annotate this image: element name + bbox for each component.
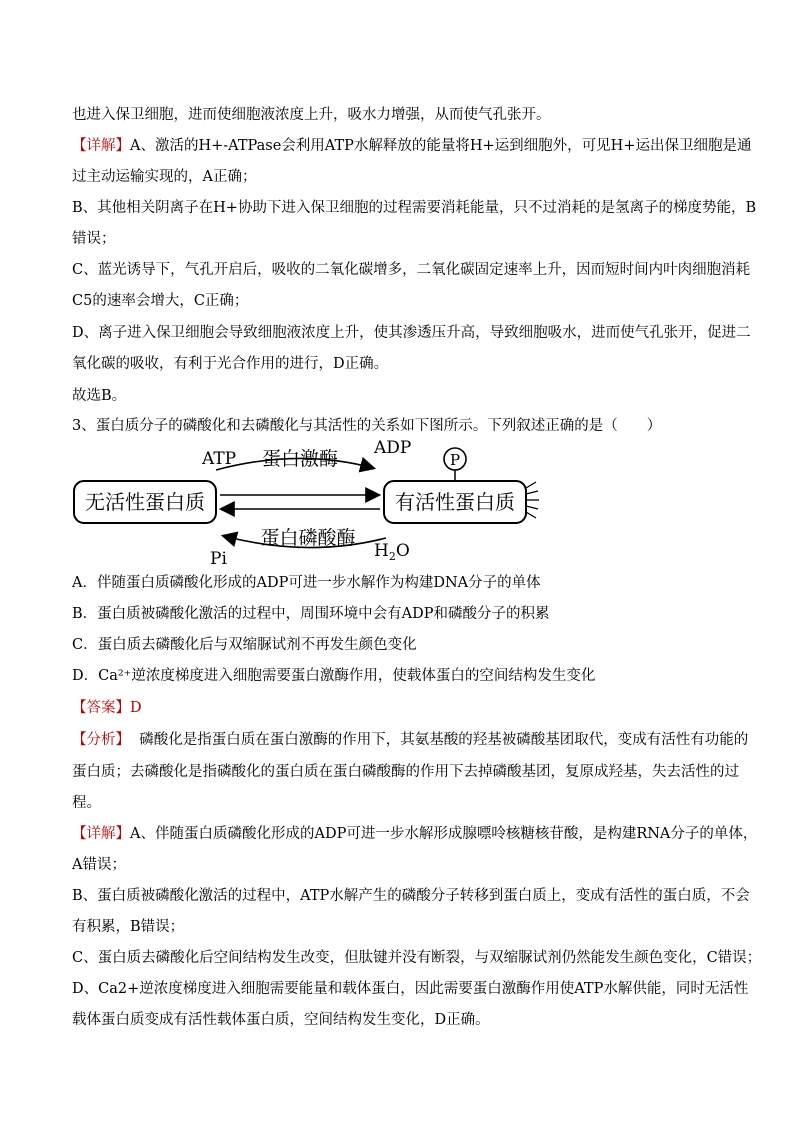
text-line: B、蛋白质被磷酸化激活的过程中，ATP水解产生的磷酸分子转移到蛋白质上，变成有活性的蛋白质，不会 [72,888,750,904]
text-line: C、蓝光诱导下，气孔开启后，吸收的二氧化碳增多，二氧化碳固定速率上升，因而短时间内叶肉细胞消耗 [72,262,751,278]
text-line: 错误； [72,231,116,247]
question-3: 3、蛋白质分子的磷酸化和去磷酸化与其活性的关系如下图所示。下列叙述正确的是（ ） [72,418,662,434]
text-line: 蛋白质；去磷酸化是指磷酸化的蛋白质在蛋白磷酸酶的作用下去掉磷酸基团，复原成羟基，失去活性的过 [72,764,739,780]
text-line: 氧化碳的吸收，有利于光合作用的进行，D正确。 [72,356,389,372]
pi-label: Pi [210,549,227,569]
answer-value: D [130,700,142,716]
text-line: 故选B。 [72,388,127,404]
answer-line [72,696,142,717]
option-a: A．伴随蛋白质磷酸化形成的ADP可进一步水解作为构建DNA分子的单体 [72,575,541,591]
option-c: C．蛋白质去磷酸化后与双缩脲试剂不再发生颜色变化 [72,637,417,653]
text-span: A、激活的H+-ATPase会利用ATP水解释放的能量将H+运到细胞外，可见H+运出保卫细胞是通 [130,138,752,154]
water-label [374,541,410,563]
text-span: A、伴随蛋白质磷酸化形成的ADP可进一步水解形成腺嘌呤核糖核苷酸，是构建RNA分子的单体， [130,826,758,842]
phosphorylation-diagram [68,440,548,570]
adp-label: ADP [374,440,412,458]
text-line: A错误； [72,857,126,873]
text-line [72,134,751,155]
active-protein-label: 有活性蛋白质 [395,490,515,514]
text-line: 程。 [72,795,101,811]
kinase-label: 蛋白激酶 [261,448,339,470]
text-line: C、蛋白质去磷酸化后空间结构发生改变，但肽键并没有断裂，与双缩脲试剂仍然能发生颜色变化，C错误； [72,950,762,966]
text-line: B、其他相关阴离子在H+协助下进入保卫细胞的过程需要消耗能量，只不过消耗的是氢离子的梯度势能，B [72,200,757,216]
detail-line [72,822,757,843]
text-span: 磷酸化是指蛋白质在蛋白激酶的作用下，其氨基酸的羟基被磷酸基团取代，变成有活性有功能的 [139,732,749,748]
text-line: 也进入保卫细胞，进而使细胞液浓度上升，吸水力增强，从而使气孔张开。 [72,107,551,123]
water-subscript: 2 [388,550,396,563]
detail-tag: 【详解】 [72,826,130,842]
answer-tag: 【答案】 [72,700,130,716]
analysis-line [72,728,748,749]
text-line: D、离子进入保卫细胞会导致细胞液浓度上升，使其渗透压升高，导致细胞吸水，进而使气孔张开，促进二 [72,325,751,341]
option-d: D．Ca²⁺逆浓度梯度进入细胞需要蛋白激酶作用，使载体蛋白的空间结构发生变化 [72,668,596,684]
inactive-protein-label: 无活性蛋白质 [85,490,205,514]
text-line: D、Ca2+逆浓度梯度进入细胞需要能量和载体蛋白，因此需要蛋白激酶作用使ATP水解供能，同时无活性 [72,981,749,997]
atp-label: ATP [202,449,237,469]
phosphate-label: P [449,451,461,469]
water-h: H [374,541,389,561]
analysis-tag: 【分析】 [72,732,130,748]
activity-rays [526,482,539,518]
option-b: B．蛋白质被磷酸化激活的过程中，周围环境中会有ADP和磷酸分子的积累 [72,606,550,622]
text-line: 过主动运输实现的，A正确； [72,169,257,185]
detail-tag: 【详解】 [72,138,130,154]
text-line: 载体蛋白质变成有活性载体蛋白质，空间结构发生变化，D正确。 [72,1012,490,1028]
text-line: 有积累，B错误； [72,919,185,935]
phosphatase-label: 蛋白磷酸酶 [260,527,356,549]
water-o: O [395,541,410,561]
text-line: C5的速率会增大，C正确； [72,293,249,309]
